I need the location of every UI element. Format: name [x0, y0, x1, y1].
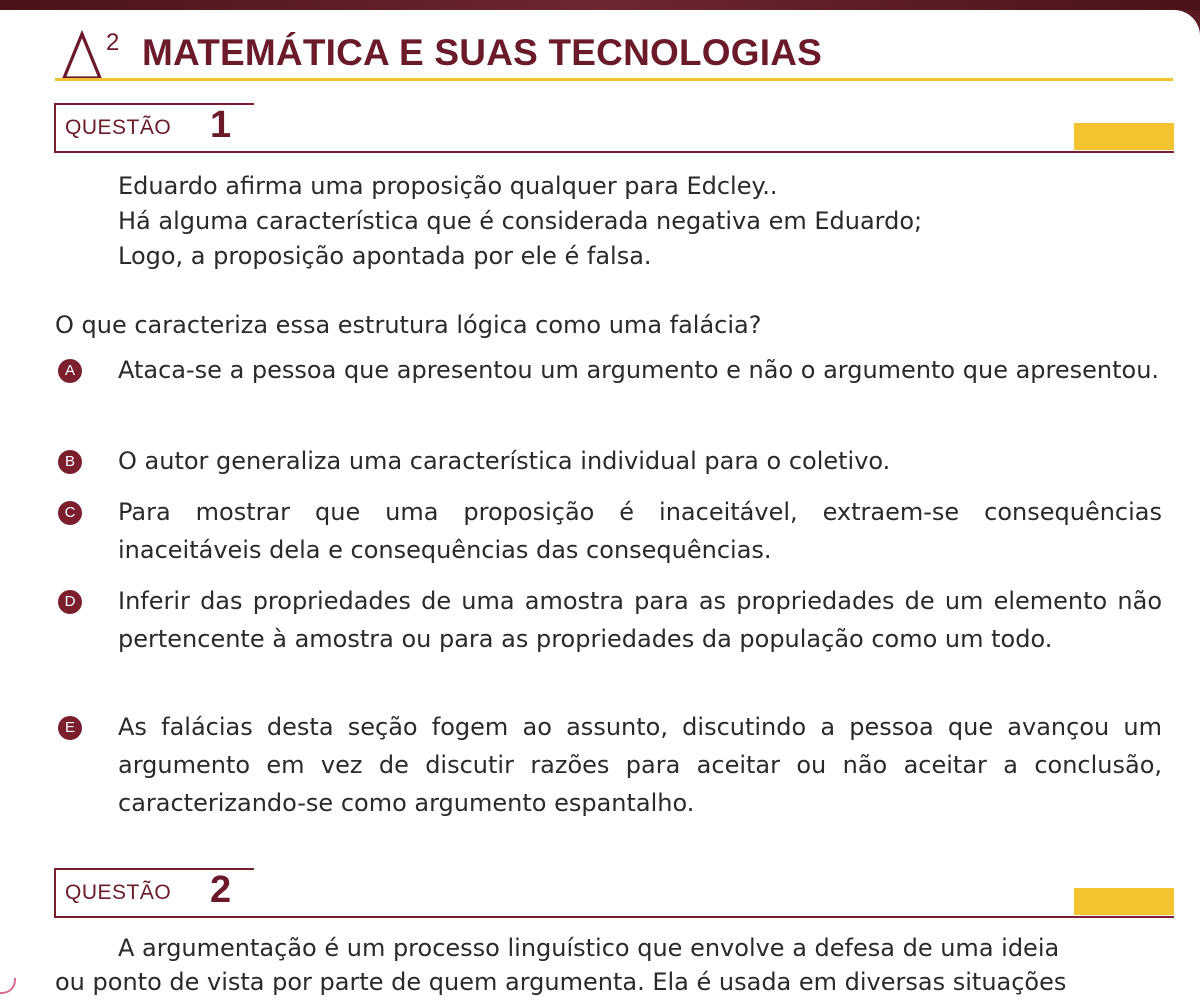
option-letter-badge: D	[58, 590, 82, 614]
delta-squared-icon	[60, 22, 130, 82]
option-text: O autor generaliza uma característica individual para o coletivo.	[118, 447, 891, 475]
question-prompt: O que caracteriza essa estrutura lógica como uma falácia?	[55, 311, 762, 339]
subject-title: MATEMÁTICA E SUAS TECNOLOGIAS	[142, 32, 823, 73]
question-2-line-2: ou ponto de vista por parte de quem argumenta. Ela é usada em diversas situações	[55, 968, 1067, 996]
premise-line-1: Eduardo afirma uma proposição qualquer para Edcley..	[118, 172, 778, 200]
header-rule	[55, 78, 1173, 81]
question-1-header	[54, 103, 1174, 153]
option-text: Inferir das propriedades de uma amostra para as propriedades de um elemento não pertencente à amostra ou para as propriedades da população como um todo.	[118, 587, 1162, 653]
question-2-header	[54, 868, 1174, 918]
premise-line-2: Há alguma característica que é considerada negativa em Eduardo;	[118, 207, 923, 235]
option-text: Para mostrar que uma proposição é inaceitável, extraem-se consequências inaceitáveis dela e consequências das consequências.	[118, 498, 1162, 564]
question-label: QUESTÃO	[65, 116, 172, 139]
option-letter-badge: C	[58, 501, 82, 525]
icon-exponent: 2	[106, 29, 120, 56]
page-background-edge	[0, 0, 1200, 10]
question-label: QUESTÃO	[65, 881, 172, 904]
option-letter-badge: E	[58, 716, 82, 740]
premise-line-3: Logo, a proposição apontada por ele é falsa.	[118, 242, 652, 270]
question-tab-marker	[1074, 888, 1174, 915]
option-text: As falácias desta seção fogem ao assunto, discutindo a pessoa que avançou um argumento em vez de discutir razões para aceitar ou não aceitar a conclusão, caracterizando-se como argumento espantalho.	[118, 713, 1162, 817]
option-letter-badge: A	[58, 359, 82, 383]
document-page	[0, 10, 1200, 1001]
option-letter-badge: B	[58, 450, 82, 474]
question-number: 1	[210, 104, 232, 146]
question-tab-marker	[1074, 123, 1174, 150]
option-text: Ataca-se a pessoa que apresentou um argumento e não o argumento que apresentou.	[118, 356, 1160, 384]
question-2-line-1: A argumentação é um processo linguístico que envolve a defesa de uma ideia	[118, 934, 1060, 962]
question-number: 2	[210, 869, 232, 911]
margin-mark	[0, 978, 16, 994]
